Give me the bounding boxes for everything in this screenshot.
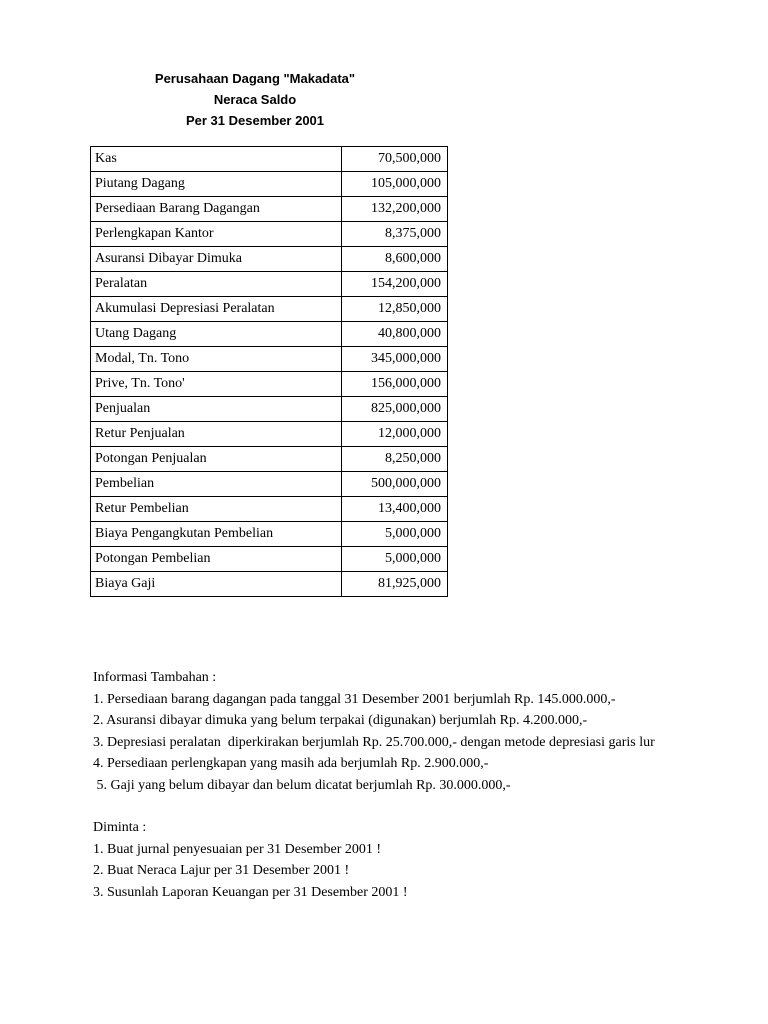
account-row	[91, 497, 448, 522]
account-row	[91, 522, 448, 547]
account-name: Asuransi Dibayar Dimuka	[91, 247, 342, 272]
account-row	[91, 197, 448, 222]
task-item: 3. Susunlah Laporan Keuangan per 31 Desember 2001 !	[93, 884, 408, 900]
account-name: Persediaan Barang Dagangan	[91, 197, 342, 222]
account-row	[91, 222, 448, 247]
account-row	[91, 422, 448, 447]
info-title: Informasi Tambahan :	[93, 670, 217, 685]
account-amount: 825,000,000	[342, 397, 448, 422]
info-item: 3. Depresiasi peralatan diperkirakan berjumlah Rp. 25.700.000,- dengan metode depresiasi garis lur	[93, 734, 655, 750]
report-period: Per 31 Desember 2001	[185, 113, 325, 128]
account-amount: 8,600,000	[342, 247, 448, 272]
task-item: 1. Buat jurnal penyesuaian per 31 Desember 2001 !	[93, 841, 382, 857]
info-item: 1. Persediaan barang dagangan pada tanggal 31 Desember 2001 berjumlah Rp. 145.000.000,-	[93, 691, 616, 707]
spacer	[93, 796, 655, 817]
account-name: Peralatan	[91, 272, 342, 297]
account-amount: 105,000,000	[342, 172, 448, 197]
account-row	[91, 322, 448, 347]
info-item: 2. Asuransi dibayar dimuka yang belum terpakai (digunakan) berjumlah Rp. 4.200.000,-	[93, 713, 588, 728]
document-header	[0, 68, 510, 131]
notes-section	[93, 667, 655, 903]
account-name: Biaya Gaji	[91, 572, 342, 597]
account-name: Piutang Dagang	[91, 172, 342, 197]
account-name: Utang Dagang	[91, 322, 342, 347]
account-row	[91, 347, 448, 372]
account-amount: 132,200,000	[342, 197, 448, 222]
account-amount: 12,000,000	[342, 422, 448, 447]
account-name: Prive, Tn. Tono'	[91, 372, 342, 397]
account-amount: 40,800,000	[342, 322, 448, 347]
account-row	[91, 397, 448, 422]
account-amount: 156,000,000	[342, 372, 448, 397]
company-name: Perusahaan Dagang "Makadata"	[154, 71, 356, 86]
account-amount: 81,925,000	[342, 572, 448, 597]
account-amount: 8,250,000	[342, 447, 448, 472]
account-name: Biaya Pengangkutan Pembelian	[91, 522, 342, 547]
account-row	[91, 272, 448, 297]
account-amount: 154,200,000	[342, 272, 448, 297]
account-row	[91, 147, 448, 172]
account-amount: 13,400,000	[342, 497, 448, 522]
tasks-title: Diminta :	[93, 820, 147, 835]
account-amount: 345,000,000	[342, 347, 448, 372]
account-amount: 5,000,000	[342, 522, 448, 547]
info-item: 4. Persediaan perlengkapan yang masih ada berjumlah Rp. 2.900.000,-	[93, 756, 489, 771]
account-name: Perlengkapan Kantor	[91, 222, 342, 247]
account-row	[91, 372, 448, 397]
account-row	[91, 247, 448, 272]
info-item: 5. Gaji yang belum dibayar dan belum dicatat berjumlah Rp. 30.000.000,-	[93, 777, 511, 793]
task-item: 2. Buat Neraca Lajur per 31 Desember 2001 !	[93, 863, 350, 878]
account-row	[91, 297, 448, 322]
account-amount: 8,375,000	[342, 222, 448, 247]
account-amount: 70,500,000	[342, 147, 448, 172]
report-title: Neraca Saldo	[213, 92, 297, 107]
account-name: Retur Pembelian	[91, 497, 342, 522]
account-name: Pembelian	[91, 472, 342, 497]
account-name: Potongan Penjualan	[91, 447, 342, 472]
account-name: Penjualan	[91, 397, 342, 422]
account-row	[91, 172, 448, 197]
account-row	[91, 547, 448, 572]
trial-balance-table	[90, 146, 448, 597]
account-amount: 500,000,000	[342, 472, 448, 497]
account-name: Akumulasi Depresiasi Peralatan	[91, 297, 342, 322]
account-amount: 12,850,000	[342, 297, 448, 322]
account-name: Kas	[91, 147, 342, 172]
account-row	[91, 572, 448, 597]
account-name: Retur Penjualan	[91, 422, 342, 447]
account-row	[91, 447, 448, 472]
account-amount: 5,000,000	[342, 547, 448, 572]
account-name: Modal, Tn. Tono	[91, 347, 342, 372]
account-row	[91, 472, 448, 497]
account-name: Potongan Pembelian	[91, 547, 342, 572]
